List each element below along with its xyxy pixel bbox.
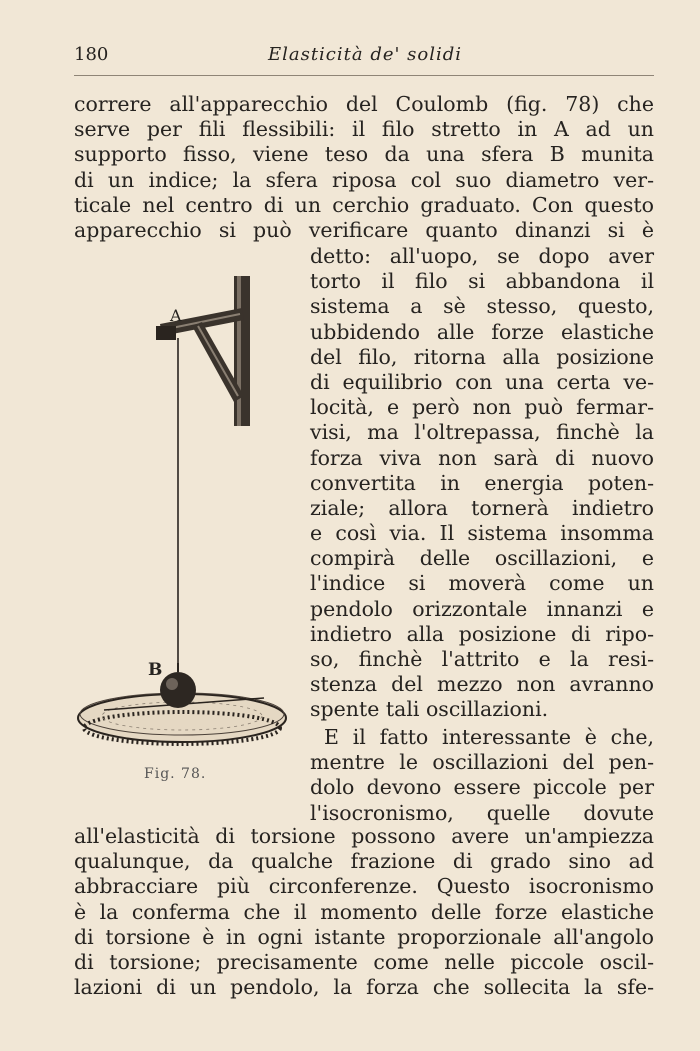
coulomb-apparatus-illustration — [74, 268, 296, 748]
text-line: so, finchè l'attrito e la resi- — [310, 647, 654, 671]
text-line: locità, e però non può fermar- — [310, 395, 654, 420]
text-line: pendolo orizzontale innanzi e — [310, 596, 654, 621]
text-line: supporto fisso, viene teso da una sfera B munita — [74, 142, 654, 167]
text-line: detto: all'uopo, se dopo aver — [310, 244, 654, 268]
text-line: stenza del mezzo non avranno — [310, 672, 654, 697]
paragraph-bottom — [74, 824, 654, 1000]
text-line: indietro alla posizione di ripo- — [310, 621, 654, 646]
paragraph-right — [310, 244, 654, 723]
text-line: all'elasticità di torsione possono avere un'ampiezza — [74, 824, 654, 848]
text-line: visi, ma l'oltrepassa, finchè la — [310, 420, 654, 445]
text-line: correre all'apparecchio del Coulomb (fig. 78) che — [74, 92, 654, 116]
text-line: apparecchio si può verificare quanto dinanzi si è — [74, 217, 654, 242]
figure-label-a: A — [170, 306, 182, 325]
paragraph-right-second — [310, 725, 654, 826]
text-line: di un indice; la sfera riposa col suo diametro ver- — [74, 167, 654, 192]
text-line: qualunque, da qualche frazione di grado sino ad — [74, 849, 654, 874]
text-line: sistema a sè stesso, questo, — [310, 294, 654, 319]
text-line: l'indice si moverà come un — [310, 571, 654, 596]
text-line: e così via. Il sistema insomma — [310, 521, 654, 546]
figure-caption: Fig. 78. — [144, 766, 207, 782]
text-line: ziale; allora tornerà indietro — [310, 495, 654, 520]
text-line: mentre le oscillazioni del pen- — [310, 750, 654, 775]
text-line: serve per fili flessibili: il filo stretto in A ad un — [74, 117, 654, 142]
page-number: 180 — [74, 44, 109, 65]
text-line: ubbidendo alle forze elastiche — [310, 319, 654, 344]
header-rule — [74, 75, 654, 76]
text-line: E il fatto interessante è che, — [324, 725, 654, 749]
text-line: forza viva non sarà di nuovo — [310, 445, 654, 470]
text-line: dolo devono essere piccole per — [310, 775, 654, 800]
paragraph-top — [74, 92, 654, 243]
text-line: torto il filo si abbandona il — [310, 269, 654, 294]
text-line: spente tali oscillazioni. — [310, 697, 549, 722]
text-line: convertita in energia poten- — [310, 470, 654, 495]
text-line: del filo, ritorna alla posizione — [310, 344, 654, 369]
text-line: abbracciare più circonferenze. Questo isocronismo — [74, 874, 654, 899]
text-line: l'isocronismo, quelle dovute — [310, 800, 654, 825]
text-line: ticale nel centro di un cerchio graduato. Con questo — [74, 192, 654, 217]
figure-coulomb-apparatus — [74, 268, 296, 798]
running-title: Elasticità de' solidi — [267, 44, 463, 65]
text-line: lazioni di un pendolo, la forza che sollecita la sfe- — [74, 975, 654, 1000]
figure-label-b: B — [148, 660, 163, 680]
text-line: di equilibrio con una certa ve- — [310, 369, 654, 394]
text-line: è la conferma che il momento delle forze elastiche — [74, 899, 654, 924]
text-line: di torsione; precisamente come nelle piccole oscil- — [74, 949, 654, 974]
text-line: di torsione è in ogni istante proporzionale all'angolo — [74, 924, 654, 949]
page-header — [74, 40, 656, 72]
text-line: compirà delle oscillazioni, e — [310, 546, 654, 571]
